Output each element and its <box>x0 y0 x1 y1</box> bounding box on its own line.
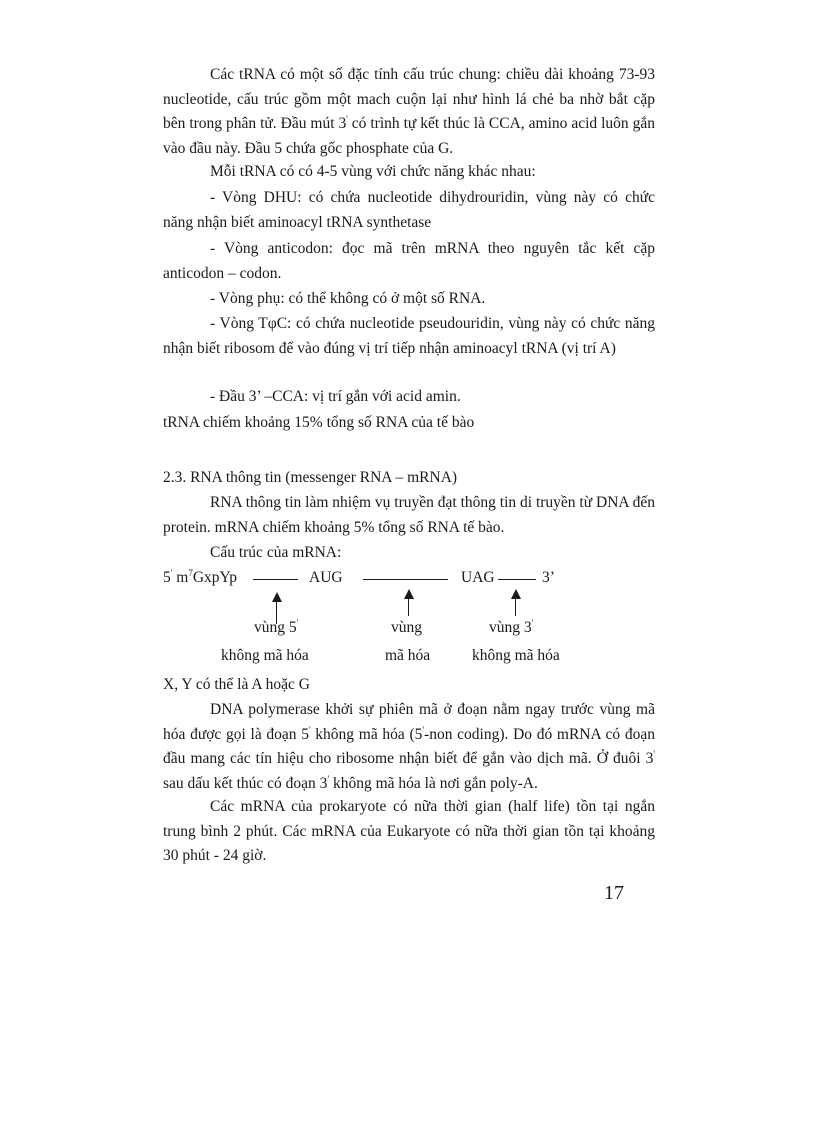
arrow-shaft <box>408 597 409 616</box>
polymerase-text-b: không mã hóa (5 <box>310 725 423 743</box>
polymerase-text-d: sau dấu kết thúc có đoạn 3 <box>163 774 328 792</box>
region-5prime-label <box>254 619 298 637</box>
polymerase-text-a: DNA polymerase khởi sự phiên mã ở đoạn nằm ngay trước vùng mã hóa được gọi là đoạn 5 <box>163 701 655 743</box>
trna-intro-paragraph <box>163 63 655 161</box>
region-coding-desc: mã hóa <box>385 647 431 664</box>
trna-tpsic-loop: - Vòng TφC: có chứa nucleotide pseudouridin, vùng này có chức năng nhận biết ribosom để vào đúng vị trí tiếp nhận aminoacyl tRNA (vị trí A) <box>163 315 655 357</box>
region-3prime-desc: không mã hóa <box>472 647 560 664</box>
prime-mark: ' <box>346 114 348 124</box>
trna-share: tRNA chiếm khoảng 15% tổng số RNA của tế bào <box>163 414 475 431</box>
region-coding-label: vùng <box>391 619 422 636</box>
cap-rest-label: GxpYp <box>192 569 238 586</box>
xy-note: X, Y có thể là A hoặc G <box>163 676 310 693</box>
trna-intro-text-a: Các tRNA có một số đặc tính cấu trúc chung: chiều dài khoảng 73-93 nucleotide, cấu trúc gồm một mach cuộn lại như hình lá chẻ ba nhờ bắt cặp bên trong phân tử. Đầu mút 3 <box>163 66 655 132</box>
mrna-section-heading: 2.3. RNA thông tin (messenger RNA – mRNA) <box>163 469 458 486</box>
trna-variable-loop: - Vòng phụ: có thể không có ở một số RNA. <box>210 290 486 307</box>
polymerase-paragraph <box>163 698 655 796</box>
trna-intro-text-b: có trình tự kết thúc là CCA, amino acid luôn gắn vào đầu này. Đầu 5 chứa gốc phosphate của G. <box>163 115 655 157</box>
region-3prime-top: vùng 3 <box>489 619 532 636</box>
cap-superscript: 7 <box>188 568 193 578</box>
polymerase-text-e: không mã hóa là nơi gắn poly-A. <box>329 774 538 792</box>
arrow-up-icon <box>272 592 282 602</box>
three-prime-label: 3’ <box>542 569 555 586</box>
prime-mark: ' <box>308 724 311 735</box>
prime-mark: ' <box>327 773 330 784</box>
prime-mark: ' <box>170 568 173 578</box>
polymerase-text-c: -non coding). Do đó mRNA có đoạn đầu mang các tín hiệu cho ribosome nhận biết để gắn vào dịch mã. Ở đuôi 3 <box>163 725 656 767</box>
trna-anticodon-loop: - Vòng anticodon: đọc mã trên mRNA theo nguyên tắc kết cặp anticodon – codon. <box>163 240 655 282</box>
mrna-5prime-cap <box>163 568 237 588</box>
five-prime-label: 5 <box>163 569 171 586</box>
start-codon: AUG <box>309 569 343 586</box>
prime-mark: ' <box>296 618 299 628</box>
trailer-segment-line <box>498 579 536 580</box>
trna-cca-end: - Đầu 3’ –CCA: vị trí gắn với acid amin. <box>210 388 461 405</box>
region-3prime-label <box>489 619 533 637</box>
mrna-structure-title: Cấu trúc của mRNA: <box>210 544 342 561</box>
prime-mark: ' <box>653 749 655 759</box>
mrna-intro-paragraph: RNA thông tin làm nhiệm vụ truyền đạt thông tin di truyền từ DNA đến protein. mRNA chiếm khoảng 5% tổng số RNA tế bào. <box>163 494 655 536</box>
region-5prime-desc: không mã hóa <box>221 647 309 664</box>
page-number: 17 <box>604 882 624 904</box>
stop-codon: UAG <box>461 569 495 586</box>
prime-mark: ' <box>422 724 425 735</box>
arrow-up-icon <box>404 589 414 599</box>
cap-m-label: m <box>172 569 189 586</box>
arrow-shaft <box>515 597 516 616</box>
region-5prime-top: vùng 5 <box>254 619 297 636</box>
arrow-up-icon <box>511 589 521 599</box>
trna-dhu-loop: - Vòng DHU: có chứa nucleotide dihydrouridin, vùng này có chức năng nhận biết aminoacyl tRNA synthetase <box>163 189 655 231</box>
prime-mark: ' <box>531 618 534 628</box>
halflife-paragraph: Các mRNA của prokaryote có nữa thời gian (half life) tồn tại ngắn trung bình 2 phút. Các mRNA của Eukaryote có nữa thời gian tồn tại khoảng 30 phút - 24 giờ. <box>163 798 655 864</box>
trna-regions-intro: Mỗi tRNA có có 4-5 vùng với chức năng khác nhau: <box>210 163 536 180</box>
coding-segment-line <box>363 579 448 580</box>
leader-segment-line <box>253 579 298 580</box>
